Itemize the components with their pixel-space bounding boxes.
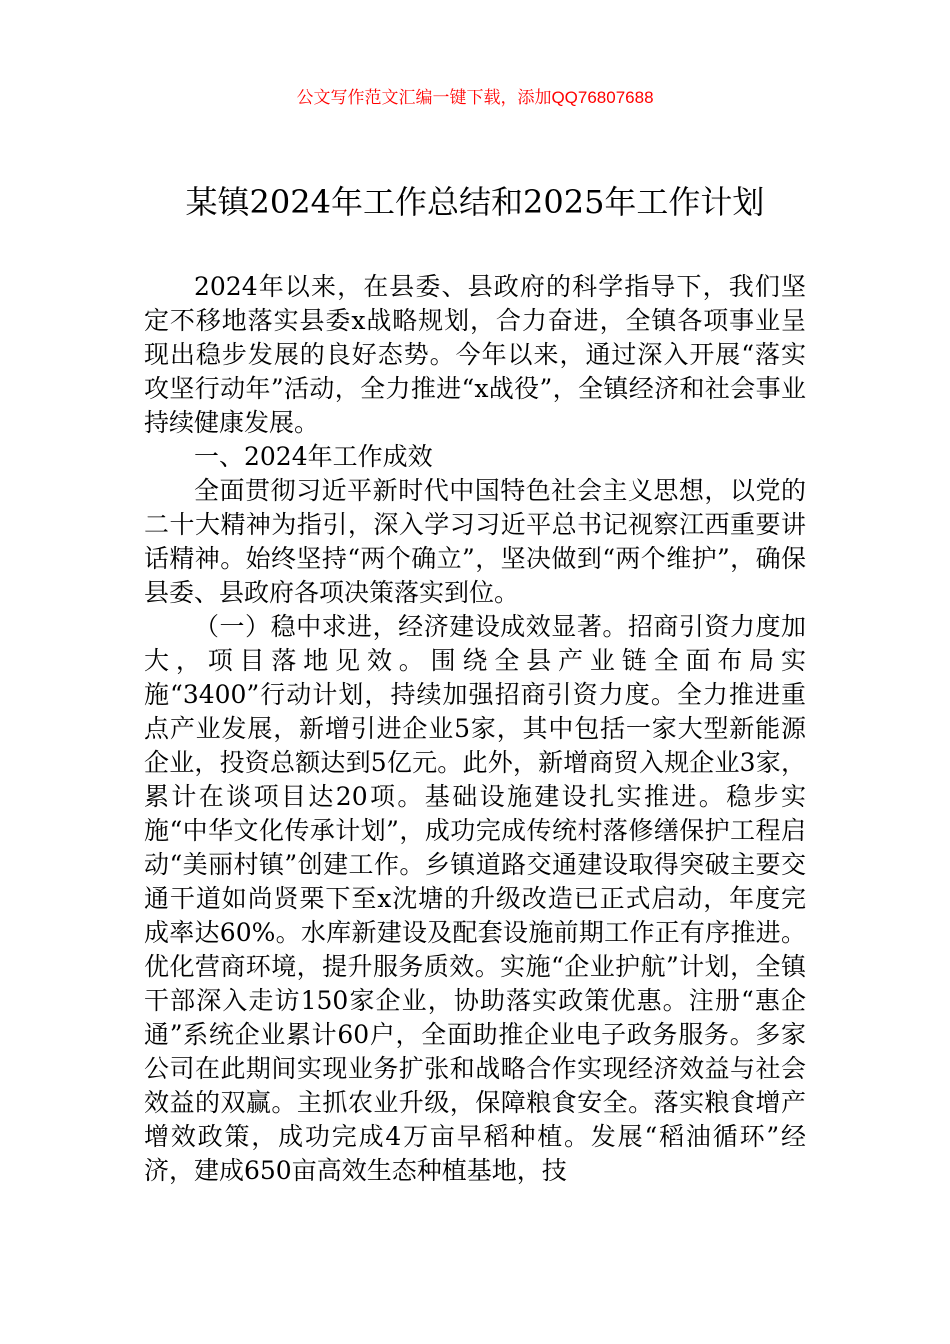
paragraph-ideology: 全面贯彻习近平新时代中国特色社会主义思想，以党的二十大精神为指引，深入学习习近平总书记视察江西重要讲话精神。始终坚持“两个确立”，坚决做到“两个维护”，确保县委、县政府各项决策落实到位。 bbox=[144, 476, 806, 607]
section-heading-1: 一、2024年工作成效 bbox=[194, 442, 433, 471]
download-banner: 公文写作范文汇编一键下载，添加QQ76807688 bbox=[296, 88, 654, 107]
paragraph-economy: （一）稳中求进，经济建设成效显著。招商引资力度加大，项目落地见效。围绕全县产业链全面布局实施“3400”行动计划，持续加强招商引资力度。全力推进重点产业发展，新增引进企业5家，其中包括一家大型新能源企业，投资总额达到5亿元。此外，新增商贸入规企业3家，累计在谈项目达20项。基础设施建设扎实推进。稳步实施“中华文化传承计划”，成功完成传统村落修缮保护工程启动“美丽村镇”创建工作。乡镇道路交通建设取得突破主要交通干道如尚贤栗下至x沈塘的升级改造已正式启动，年度完成率达60%。水库新建设及配套设施前期工作正有序推进。优化营商环境，提升服务质效。实施“企业护航”计划，全镇干部深入走访150家企业，协助落实政策优惠。注册“惠企通”系统企业累计60户，全面助推企业电子政务服务。多家公司在此期间实现业务扩张和战略合作实现经济效益与社会效益的双赢。主抓农业升级，保障粮食安全。落实粮食增产增效政策，成功完成4万亩早稻种植。发展“稻油循环”经济，建成650亩高效生态种植基地，技 bbox=[144, 612, 806, 1185]
document-title: 某镇2024年工作总结和2025年工作计划 bbox=[185, 183, 765, 221]
paragraph-intro: 2024年以来，在县委、县政府的科学指导下，我们坚定不移地落实县委x战略规划，合力奋进，全镇各项事业呈现出稳步发展的良好态势。今年以来，通过深入开展“落实攻坚行动年”活动，全力推进“x战役”，全镇经济和社会事业持续健康发展。 bbox=[144, 272, 806, 437]
document-body bbox=[144, 270, 806, 1188]
